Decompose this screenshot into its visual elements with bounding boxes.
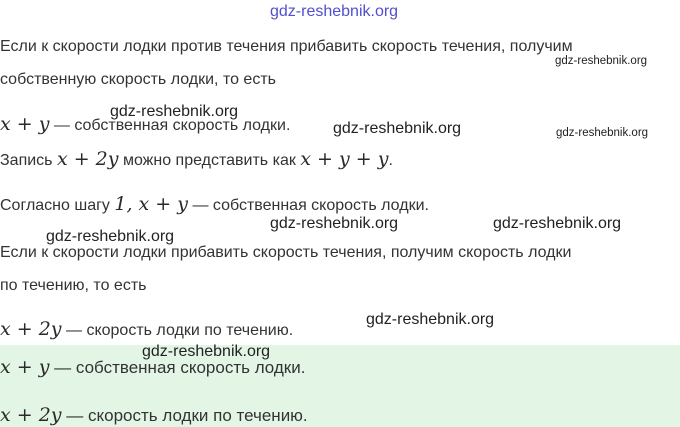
math-x-plus-2y: x + 2y [56,148,119,170]
step-prefix: Согласно шагу [0,197,115,214]
paragraph-1-line-2: собственную скорость лодки, то есть [0,71,276,88]
statement-downstream-speed [0,319,293,341]
step-text: — собственная скорость лодки. [188,197,429,214]
watermark: gdz-reshebnik.org [555,55,648,67]
answer-line-2 [0,405,308,426]
watermark: gdz-reshebnik.org [556,127,649,139]
math-step-reference: 1, x + y [114,193,188,215]
record-suffix: . [388,152,393,169]
paragraph-2-line-1: Если к скорости лодки прибавить скорость течения, получим скорость лодки [0,244,572,261]
record-line [0,149,393,171]
math-x-plus-y: x + y [0,356,50,378]
record-middle: можно представить как [118,152,301,169]
math-x-plus-2y: x + 2y [0,318,62,340]
record-prefix: Запись [0,152,57,169]
answer-line-1 [0,357,305,378]
statement-own-speed-text: — собственная скорость лодки. [49,117,291,134]
watermark: gdz-reshebnik.org [46,228,175,245]
math-x-plus-y: x + y [0,113,50,135]
step-line [0,194,429,216]
watermark: gdz-reshebnik.org [110,103,239,120]
paragraph-1-line-1: Если к скорости лодки против течения прибавить скорость течения, получим [0,38,573,55]
math-x-plus-2y: x + 2y [0,404,62,426]
paragraph-2-line-2: по течению, то есть [0,277,147,294]
statement-downstream-speed-text: — скорость лодки по течению. [61,322,294,339]
watermark-top: gdz-reshebnik.org [270,3,399,20]
watermark: gdz-reshebnik.org [366,311,495,328]
math-x-plus-y-plus-y: x + y + y [300,148,389,170]
watermark: gdz-reshebnik.org [493,215,622,232]
answer-line-1-text: — собственная скорость лодки. [49,358,306,377]
watermark: gdz-reshebnik.org [142,343,271,360]
watermark: gdz-reshebnik.org [270,215,399,232]
watermark: gdz-reshebnik.org [333,120,462,137]
answer-line-2-text: — скорость лодки по течению. [61,406,308,425]
